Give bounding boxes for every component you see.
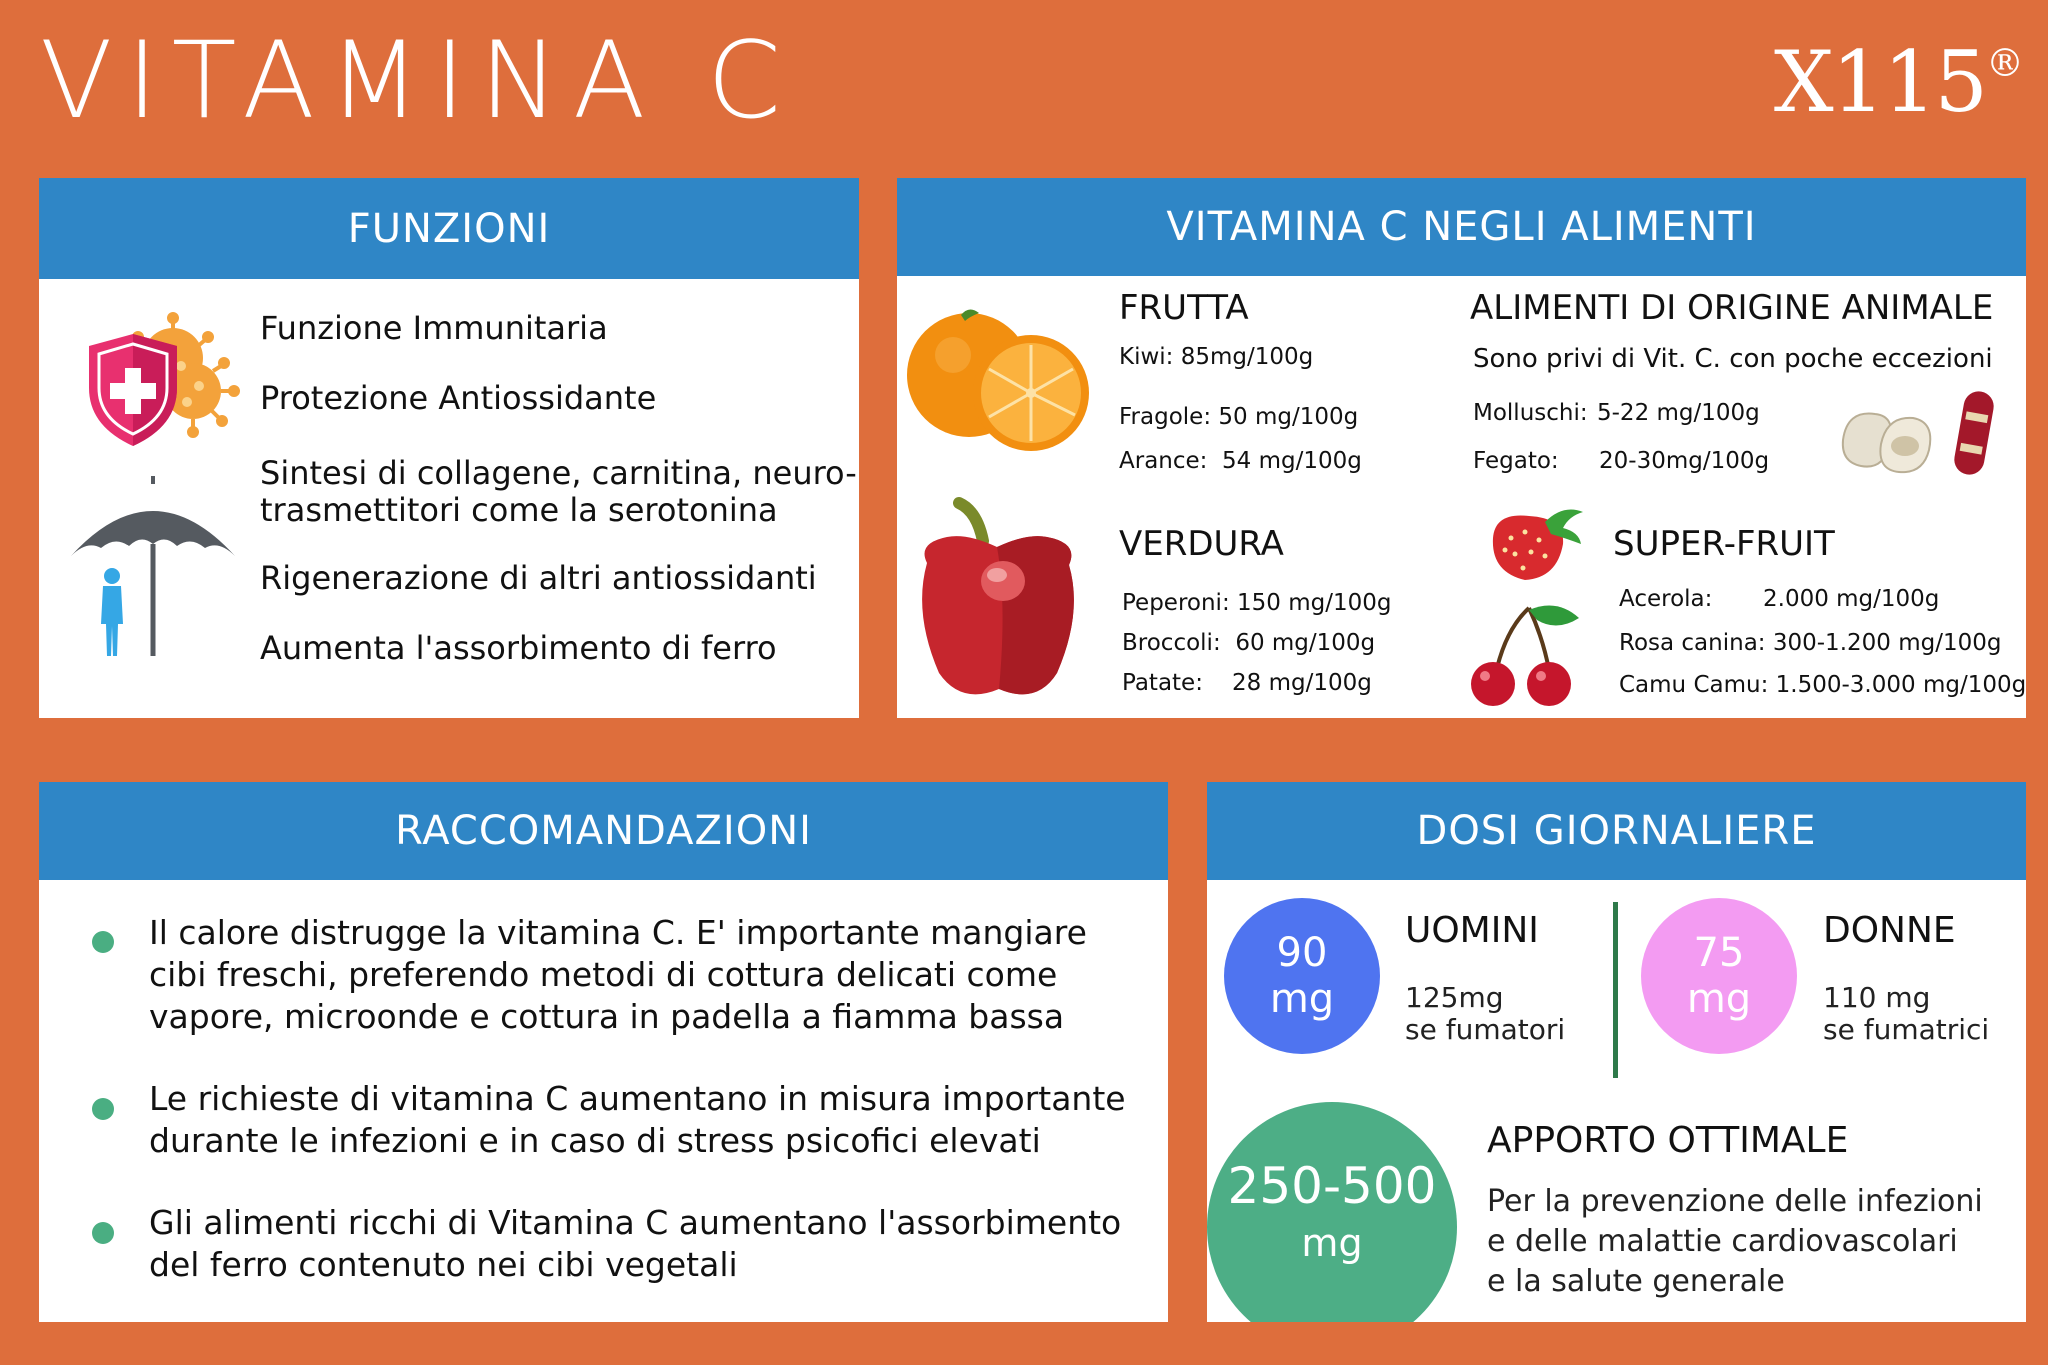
raccomandazione-item: Il calore distrugge la vitamina C. E' importante mangiare cibi freschi, preferendo metodi di cottura delicati come vapore, microonde e cottura in padella a fiamma bassa bbox=[149, 913, 1087, 1036]
raccomandazione-item: Gli alimenti ricchi di Vitamina C aumentano l'assorbimento del ferro contenuto nei cibi vegetali bbox=[149, 1203, 1122, 1284]
cherries-icon bbox=[1457, 598, 1587, 708]
funzioni-title: FUNZIONI bbox=[39, 178, 859, 279]
raccomandazioni-panel bbox=[39, 782, 1168, 1322]
food-item: Broccoli: 60 mg/100g bbox=[1122, 630, 1376, 656]
funzione-item: Funzione Immunitaria bbox=[260, 309, 608, 347]
liver-icon bbox=[1949, 383, 1999, 483]
funzioni-panel bbox=[39, 178, 859, 718]
page-title: VITAMINA C bbox=[40, 19, 796, 142]
food-item: Camu Camu: 1.500-3.000 mg/100g bbox=[1619, 672, 2027, 698]
bell-pepper-icon bbox=[907, 493, 1087, 703]
donne-note: 110 mg se fumatrici bbox=[1823, 981, 1990, 1047]
food-item: Peperoni: 150 mg/100g bbox=[1122, 590, 1392, 616]
raccomandazioni-title: RACCOMANDAZIONI bbox=[39, 782, 1168, 880]
donne-label: DONNE bbox=[1823, 910, 1956, 951]
superfruit-title: SUPER-FRUIT bbox=[1613, 524, 1835, 564]
uomini-note: 125mg se fumatori bbox=[1405, 981, 1566, 1047]
funzione-item: Protezione Antiossidante bbox=[260, 379, 657, 417]
funzione-item: Rigenerazione di altri antiossidanti bbox=[260, 559, 817, 597]
uomini-label: UOMINI bbox=[1405, 910, 1539, 951]
strawberry-icon bbox=[1485, 498, 1590, 588]
dose-divider bbox=[1613, 902, 1618, 1078]
animale-title: ALIMENTI DI ORIGINE ANIMALE bbox=[1470, 288, 1994, 328]
orange-icon bbox=[903, 303, 1103, 453]
brand-logo: X115® bbox=[1773, 33, 2022, 131]
alimenti-panel bbox=[897, 178, 2026, 718]
bullet-icon bbox=[92, 1098, 114, 1120]
animale-note: Sono privi di Vit. C. con poche eccezioni bbox=[1473, 344, 1993, 374]
verdura-title: VERDURA bbox=[1119, 524, 1284, 564]
food-item: Molluschi: 5-22 mg/100g bbox=[1473, 400, 1760, 426]
funzione-item: Aumenta l'assorbimento di ferro bbox=[260, 629, 777, 667]
dosi-title: DOSI GIORNALIERE bbox=[1207, 782, 2026, 880]
food-item: Kiwi: 85mg/100g bbox=[1119, 344, 1314, 370]
donne-dose-circle: 75 mg bbox=[1641, 898, 1797, 1054]
ottimale-circle-clip bbox=[1207, 1102, 1467, 1322]
food-item: Patate: 28 mg/100g bbox=[1122, 670, 1372, 696]
raccomandazione-item: Le richieste di vitamina C aumentano in misura importante durante le infezioni e in caso di stress psicofici elevati bbox=[149, 1079, 1126, 1160]
ottimale-label: APPORTO OTTIMALE bbox=[1487, 1120, 1849, 1161]
food-item: Arance: 54 mg/100g bbox=[1119, 448, 1362, 474]
ottimale-description: Per la prevenzione delle infezioni e delle malattie cardiovascolari e la salute generale bbox=[1487, 1184, 1983, 1299]
funzione-item-continued: trasmettitori come la serotonina bbox=[260, 491, 778, 529]
food-item: Fragole: 50 mg/100g bbox=[1119, 404, 1359, 430]
umbrella-protection-icon bbox=[67, 476, 239, 666]
dosi-panel bbox=[1207, 782, 2026, 1322]
immune-shield-icon bbox=[81, 306, 251, 451]
oyster-icon bbox=[1837, 400, 1937, 480]
ottimale-dose-circle: 250-500 mg bbox=[1207, 1102, 1457, 1322]
food-item: Rosa canina: 300-1.200 mg/100g bbox=[1619, 630, 2002, 656]
funzione-item: Sintesi di collagene, carnitina, neuro- bbox=[260, 454, 857, 492]
bullet-icon bbox=[92, 1222, 114, 1244]
food-item: Fegato: 20-30mg/100g bbox=[1473, 448, 1770, 474]
alimenti-title: VITAMINA C NEGLI ALIMENTI bbox=[897, 178, 2026, 276]
uomini-dose-circle: 90 mg bbox=[1224, 898, 1380, 1054]
bullet-icon bbox=[92, 931, 114, 953]
food-item: Acerola: 2.000 mg/100g bbox=[1619, 586, 1940, 612]
frutta-title: FRUTTA bbox=[1119, 288, 1249, 328]
